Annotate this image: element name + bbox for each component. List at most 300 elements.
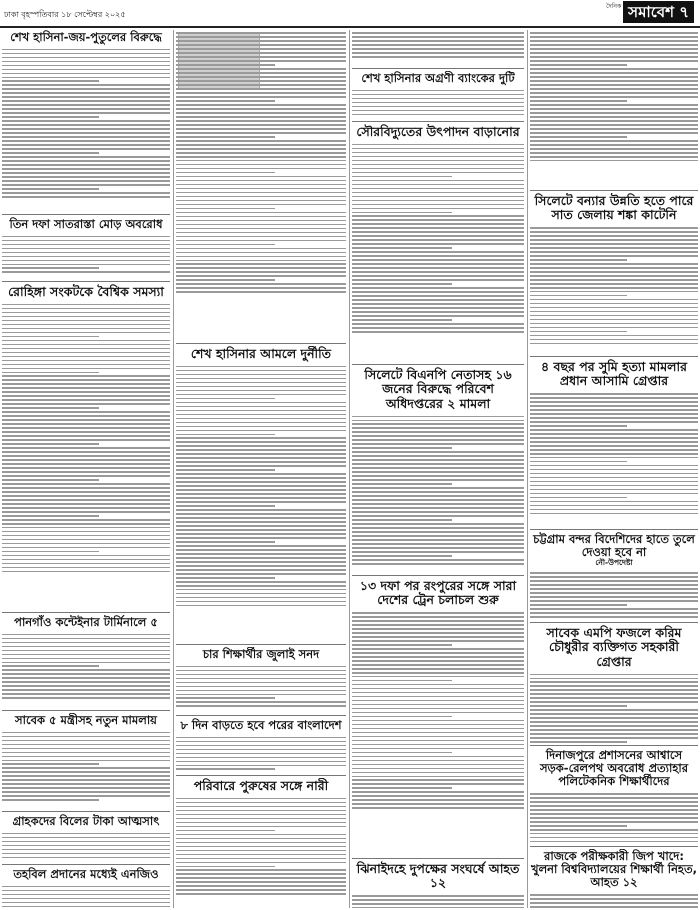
text-line [176,533,346,535]
text-line [530,793,698,795]
text-line [352,779,524,781]
text-line [352,227,524,229]
text-line [176,473,346,475]
text-line [352,172,524,174]
text-line [176,236,346,238]
text-line [176,228,346,230]
text-line [530,112,698,114]
article-divider [2,281,170,282]
text-line [352,692,524,694]
text-line [176,60,346,62]
article-divider [352,364,524,365]
article [176,778,346,908]
text-line [176,525,346,527]
text-line [530,441,698,443]
text-line [2,431,170,433]
text-line [176,386,346,388]
text-line [176,128,346,130]
text-line [530,612,698,614]
text-line [2,312,170,314]
text-line [176,68,346,70]
text-line [352,475,524,477]
article-body [530,892,698,908]
text-line [2,551,99,553]
text-line [2,756,170,758]
text-line [176,749,346,751]
text-line [530,841,698,843]
text-line [352,271,524,273]
article-divider [352,68,524,69]
article [2,615,170,708]
text-line [352,795,524,797]
text-line [530,501,698,503]
article [530,359,698,527]
text-line [530,56,698,58]
text-line [2,124,170,126]
text-line [352,612,524,614]
text-line [2,740,170,742]
text-line [530,837,698,839]
article-body [2,883,170,908]
article-continued [530,30,698,188]
column-rule [527,30,528,908]
text-line [352,56,524,58]
text-line [530,401,698,403]
text-line [2,256,170,258]
text-line [2,685,170,687]
text-line [176,430,346,432]
text-line [530,160,698,162]
text-line [2,368,170,370]
text-line [176,180,346,182]
column-4 [530,30,698,908]
article-body [352,413,524,567]
text-line [176,244,275,246]
text-line [176,881,346,883]
text-line [176,509,346,511]
text-line [530,417,698,419]
text-line [352,487,524,489]
text-line [530,80,698,82]
text-line [352,164,524,166]
text-line [2,267,99,269]
text-line [176,842,346,844]
text-line [530,817,698,819]
article-divider [530,190,698,191]
text-line [530,299,698,301]
text-line [2,136,170,138]
text-line [530,505,698,507]
text-line [530,821,698,823]
text-line [2,88,170,90]
text-line [176,287,346,289]
text-line [352,644,452,646]
text-line [530,425,627,427]
text-line [2,455,170,457]
text-line [352,451,524,453]
text-line [176,517,346,519]
text-line [2,328,170,330]
text-line [530,453,698,455]
paper-small-label: দৈনিক [606,3,622,10]
text-line [352,495,524,497]
text-line [352,700,524,702]
text-line [530,678,698,680]
text-line [2,236,170,238]
text-line [2,184,170,186]
text-line [2,264,170,266]
text-line [2,128,170,130]
text-line [530,733,698,735]
text-line [2,697,170,699]
text-line [176,52,346,54]
text-line [2,748,170,750]
text-line [176,866,275,868]
text-line [530,84,698,86]
text-line [530,100,627,102]
text-line [352,255,524,257]
text-line [352,688,524,690]
text-line [176,76,346,78]
text-line [530,255,698,257]
text-line [530,36,698,38]
text-line [2,316,170,318]
text-line [2,535,170,537]
text-line [2,571,170,573]
text-line [352,732,524,734]
text-line [176,378,346,380]
text-line [176,701,346,703]
text-line [530,263,698,265]
text-line [352,668,524,670]
text-line [176,745,346,747]
text-line [2,260,170,262]
text-line [352,427,524,429]
paper-logo [606,1,694,23]
text-line [176,220,346,222]
text-line [176,697,275,699]
text-line [530,421,698,423]
text-line [2,387,170,389]
text-line [176,260,346,262]
text-line [176,674,346,676]
text-line [530,477,698,479]
text-line [352,791,524,793]
text-line [2,116,99,118]
text-line [176,877,346,879]
article-divider [530,846,698,847]
text-line [352,291,524,293]
text-line [352,263,524,265]
text-line [176,84,346,86]
text-line [530,825,627,827]
text-line [352,416,524,418]
article-headline: দিনাজপুরে প্রশাসনের আশ্বাসে সড়ক-রেলপথ অবরোধ প্রত্যাহার পলিটেকনিক শিক্ষার্থীদের [539,748,689,789]
text-line [352,559,524,561]
text-line [2,853,170,855]
text-line [176,148,346,150]
text-line [2,752,170,754]
article-body [176,795,346,897]
text-line [530,251,698,253]
text-line [2,248,170,250]
article-divider [2,864,170,865]
text-line [352,160,524,162]
text-line [352,110,524,112]
text-line [352,656,524,658]
text-line [176,757,346,759]
text-line [176,196,346,198]
text-line [352,196,524,198]
text-line [530,681,698,683]
article-divider [352,575,524,576]
column-rule [173,30,174,908]
text-line [2,360,170,362]
text-line [352,435,524,437]
text-line [530,144,698,146]
text-line [352,660,524,662]
text-line [530,283,698,285]
text-line [2,689,170,691]
text-line [176,529,346,531]
text-line [2,767,170,769]
text-line [176,44,346,46]
text-line [176,585,346,587]
text-line [176,172,275,174]
article [176,718,346,773]
text-line [176,862,346,864]
text-line [352,539,524,541]
text-line [176,505,275,507]
text-line [2,132,170,134]
text-line [2,837,170,839]
text-line [352,331,524,333]
text-line [352,219,524,221]
text-line [352,899,524,901]
text-line [2,61,170,63]
text-line [530,96,698,98]
text-line [352,295,524,297]
text-line [352,479,524,481]
text-line [2,391,170,393]
text-line [176,188,346,190]
text-line [176,686,346,688]
date-line: ঢাকা বৃহস্পতিবার ১৮ সেপ্টেম্বর ২০২৫ [4,10,126,19]
text-line [352,640,524,642]
text-line [352,463,524,465]
text-line [2,642,170,644]
text-line [2,736,170,738]
text-line [530,60,698,62]
text-line [2,787,170,789]
text-line [530,104,698,106]
text-line [176,267,346,269]
text-line [352,624,524,626]
text-line [352,676,524,678]
text-line [530,32,698,34]
article [352,124,524,362]
text-line [2,435,170,437]
article-divider [530,356,698,357]
text-line [530,295,627,297]
text-line [2,559,170,561]
text-line [2,841,170,843]
text-line [176,212,346,214]
text-line [176,374,346,376]
text-line [2,156,170,158]
text-line [530,717,698,719]
text-line [176,521,346,523]
text-line [2,364,170,366]
article [352,71,524,119]
text-line [2,271,170,273]
text-line [352,148,524,150]
text-line [530,88,698,90]
article [2,284,170,610]
text-line [176,810,346,812]
text-line [2,336,99,338]
text-line [176,678,346,680]
text-line [176,737,346,739]
article-body [530,671,698,743]
text-line [352,648,524,650]
text-line [530,709,698,711]
text-line [530,128,698,130]
text-line [352,636,524,638]
text-line [176,116,346,118]
text-line [352,102,524,104]
text-line [176,553,346,555]
text-line [2,662,170,664]
text-line [176,160,346,162]
text-line [176,858,346,860]
text-line [176,64,275,66]
text-line [530,445,698,447]
text-line [530,600,698,602]
text-line [352,200,524,202]
text-line [352,283,452,285]
text-line [2,471,170,473]
column-2 [176,30,346,908]
text-line [530,894,698,896]
text-line [352,752,452,754]
article-divider [2,811,170,812]
text-line [176,565,346,567]
text-line [2,77,170,79]
text-line [176,741,346,743]
text-line [176,291,346,293]
text-line [530,259,627,261]
text-line [530,697,698,699]
text-line [2,650,170,652]
text-line [530,898,698,900]
text-line [2,487,170,489]
text-line [530,271,698,273]
text-line [352,192,524,194]
text-line [176,477,346,479]
text-line [352,247,452,249]
text-line [176,682,346,684]
text-line [2,902,170,904]
text-line [352,420,524,422]
text-line [530,279,698,281]
text-line [176,108,346,110]
text-line [2,654,170,656]
text-line [530,124,698,126]
text-line [2,646,170,648]
text-line [352,94,524,96]
text-line [530,307,698,309]
article-divider [2,214,170,215]
text-line [352,620,524,622]
text-line [176,390,346,392]
text-line [176,437,346,439]
text-line [176,893,346,895]
article-headline: সিলেটে বন্যার উন্নতি হতে পারে সাত জেলায় শঙ্কা কাটেনি [534,193,694,223]
text-line [176,382,346,384]
text-line [2,775,170,777]
article-divider [530,622,698,623]
article-body [530,791,698,844]
text-line [176,670,346,672]
text-line [352,447,452,449]
text-line [530,513,698,515]
text-line [176,830,275,832]
text-line [530,319,698,321]
text-line [530,311,698,313]
article-kicker: নৌ-উপদেষ্টা [595,558,633,568]
text-line [2,427,170,429]
article [2,814,170,862]
text-line [530,140,698,142]
text-line [530,68,698,70]
text-line [352,311,524,313]
text-line [530,481,698,483]
text-line [352,114,524,116]
text-line [530,833,698,835]
text-line [352,48,524,50]
text-line [2,447,170,449]
article [530,748,698,844]
article-headline: রাজকে পরীক্ষকারী জিপ খাদে: খুলনা বিশ্ববিদ্যালয়ের শিক্ষার্থী নিহত, আহত ১২ [531,849,697,890]
text-line [2,252,170,254]
text-line [352,212,452,214]
text-line [176,802,346,804]
text-line [530,693,698,695]
text-line [352,467,524,469]
text-line [352,44,524,46]
text-line [352,515,524,517]
text-line [2,411,170,413]
text-line [352,664,524,666]
text-line [176,200,346,202]
text-line [2,658,170,660]
text-line [530,588,698,590]
article-headline [530,532,698,570]
article-headline-text: চট্টগ্রাম বন্দর বিদেশিদের হাতে তুলে দেওয়া হবে না [533,532,695,560]
text-line [530,473,698,475]
text-line [352,903,524,905]
text-line [352,535,524,537]
text-line [176,694,346,696]
text-line [2,849,170,851]
text-line [2,340,170,342]
text-line [176,120,346,122]
text-line [176,100,275,102]
text-line [2,100,170,102]
article-body [176,663,346,709]
text-line [176,279,275,281]
